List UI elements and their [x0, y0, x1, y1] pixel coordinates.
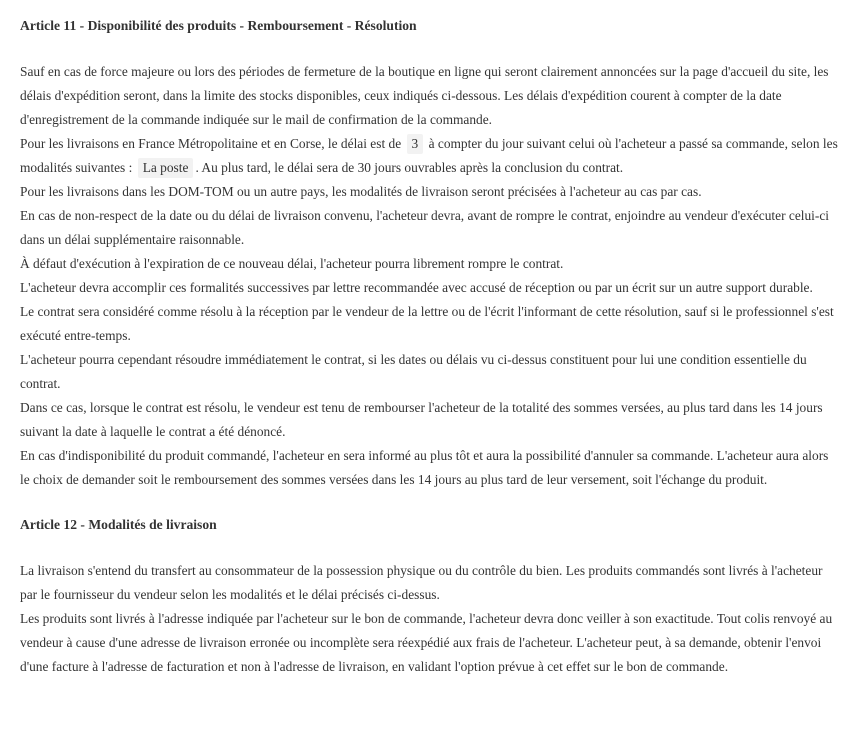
- article-12-paragraph: La livraison s'entend du transfert au consommateur de la possession physique ou du contrôle du bien. Les produits commandés sont livrés à l'acheteur par le fournisseur du vendeur selon les modalités et le délai précisés ci-dessus.: [20, 563, 823, 602]
- article-12-paragraph: Les produits sont livrés à l'adresse indiquée par l'acheteur sur le bon de commande, l'acheteur devra donc veiller à son exactitude. Tout colis renvoyé au vendeur à cause d'une adresse de livraison erronée ou incomplète sera réexpédié aux frais de l'acheteur. L'acheteur peut, à sa demande, obtenir l'envoi d'une facture à l'adresse de facturation et non à l'adresse de livraison, en validant l'option prévue à cet effet sur le bon de commande.: [20, 611, 833, 674]
- article-12: [20, 513, 838, 679]
- article-11-paragraph: En cas d'indisponibilité du produit commandé, l'acheteur en sera informé au plus tôt et aura la possibilité d'annuler sa commande. L'acheteur aura alors le choix de demander soit le remboursement des sommes versées dans les 14 jours au plus tard de leur versement, soit l'échange du produit.: [20, 448, 829, 487]
- article-11-paragraph: Le contrat sera considéré comme résolu à la réception par le vendeur de la lettre ou de l'écrit l'informant de cette résolution, sauf si le professionnel s'est exécuté entre-temps.: [20, 304, 834, 343]
- article-11-paragraph: À défaut d'exécution à l'expiration de ce nouveau délai, l'acheteur pourra librement rompre le contrat.: [20, 256, 564, 271]
- article-11-paragraph: L'acheteur devra accomplir ces formalités successives par lettre recommandée avec accusé de réception ou par un écrit sur un autre support durable.: [20, 280, 813, 295]
- delay-text-end: . Au plus tard, le délai sera de 30 jours ouvrables après la conclusion du contrat.: [195, 160, 624, 175]
- article-11-delivery-delay-paragraph: [20, 132, 838, 180]
- article-11-paragraph: L'acheteur pourra cependant résoudre immédiatement le contrat, si les dates ou délais vu ci-dessus constituent pour lui une condition essentielle du contrat.: [20, 352, 807, 391]
- delay-days-badge: 3: [407, 134, 424, 154]
- article-11-paragraph: Pour les livraisons dans les DOM-TOM ou un autre pays, les modalités de livraison seront précisées à l'acheteur au cas par cas.: [20, 184, 702, 199]
- delay-text-after: à compter du jour suivant celui où l'acheteur a passé sa commande, selon les modalités suivantes :: [20, 136, 838, 175]
- article-12-title: Article 12 - Modalités de livraison: [20, 517, 217, 532]
- shipping-mode-badge: La poste: [138, 158, 194, 178]
- article-11: [20, 14, 838, 492]
- article-11-paragraph: Dans ce cas, lorsque le contrat est résolu, le vendeur est tenu de rembourser l'acheteur de la totalité des sommes versées, au plus tard dans les 14 jours suivant la date à laquelle le contrat a été dénoncé.: [20, 400, 823, 439]
- article-11-paragraph: Sauf en cas de force majeure ou lors des périodes de fermeture de la boutique en ligne qui seront clairement annoncées sur la page d'accueil du site, les délais d'expédition seront, dans la limite des stocks disponibles, ceux indiqués ci-dessous. Les délais d'expédition courent à compter de la date d'enregistrement de la commande indiquée sur le mail de confirmation de la commande.: [20, 64, 829, 127]
- delay-text-before: Pour les livraisons en France Métropolitaine et en Corse, le délai est de: [20, 136, 402, 151]
- article-11-paragraph: En cas de non-respect de la date ou du délai de livraison convenu, l'acheteur devra, avant de rompre le contrat, enjoindre au vendeur d'exécuter celui-ci dans un délai supplémentaire raisonnable.: [20, 208, 830, 247]
- article-11-title: Article 11 - Disponibilité des produits - Remboursement - Résolution: [20, 18, 417, 33]
